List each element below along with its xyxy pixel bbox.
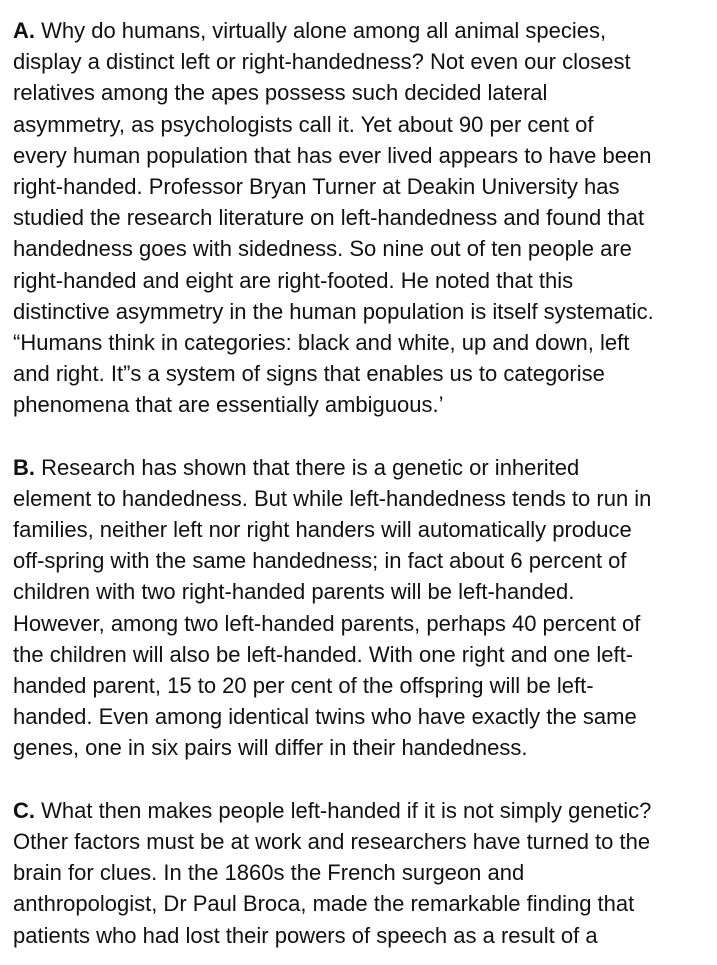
text-line: asymmetry, as psychologists call it. Yet about 90 per cent of <box>13 111 594 137</box>
paragraph-c <box>13 795 713 951</box>
text-line: right-handed and eight are right-footed. He noted that this <box>13 267 574 293</box>
text-line: patients who had lost their powers of speech as a result of a <box>13 922 598 948</box>
text-line: element to handedness. But while left-handedness tends to run in <box>13 485 652 511</box>
document-page <box>13 15 713 951</box>
text-line: every human population that has ever lived appears to have been <box>13 142 652 168</box>
text-line: genes, one in six pairs will differ in their handedness. <box>13 735 528 761</box>
text-line-content: Research has shown that there is a genetic or inherited <box>35 454 580 480</box>
text-line <box>13 452 713 483</box>
text-line: the children will also be left-handed. With one right and one left- <box>13 641 634 667</box>
text-line: handed parent, 15 to 20 per cent of the offspring will be left- <box>13 673 594 699</box>
text-line: However, among two left-handed parents, perhaps 40 percent of <box>13 610 641 636</box>
paragraph-b <box>13 452 713 764</box>
paragraph-letter: A. <box>13 18 35 43</box>
paragraph-a <box>13 15 713 420</box>
text-line: brain for clues. In the 1860s the French surgeon and <box>13 860 525 886</box>
text-line <box>13 795 713 826</box>
text-line: “Humans think in categories: black and white, up and down, left <box>13 329 630 355</box>
text-line-content: What then makes people left-handed if it is not simply genetic? <box>35 797 652 823</box>
text-line: families, neither left nor right handers will automatically produce <box>13 517 632 543</box>
paragraph-letter: C. <box>13 797 35 823</box>
text-line: handed. Even among identical twins who have exactly the same <box>13 704 637 730</box>
text-line: off-spring with the same handedness; in fact about 6 percent of <box>13 548 627 574</box>
text-line: children with two right-handed parents will be left-handed. <box>13 579 575 605</box>
text-line: relatives among the apes possess such decided lateral <box>13 80 548 106</box>
text-line: phenomena that are essentially ambiguous.’ <box>13 392 444 418</box>
paragraph-letter: B. <box>13 454 35 480</box>
text-line: handedness goes with sidedness. So nine out of ten people are <box>13 236 632 262</box>
text-line: display a distinct left or right-handedness? Not even our closest <box>13 49 631 75</box>
text-line: anthropologist, Dr Paul Broca, made the remarkable finding that <box>13 891 635 917</box>
text-line: studied the research literature on left-handedness and found that <box>13 205 645 231</box>
text-line-content: Why do humans, virtually alone among all animal species, <box>35 18 607 43</box>
text-line <box>13 15 713 46</box>
text-line: right-handed. Professor Bryan Turner at Deakin University has <box>13 173 620 199</box>
text-line: Other factors must be at work and researchers have turned to the <box>13 829 651 855</box>
text-line: and right. It”s a system of signs that enables us to categorise <box>13 361 605 387</box>
text-line: distinctive asymmetry in the human population is itself systematic. <box>13 298 654 324</box>
